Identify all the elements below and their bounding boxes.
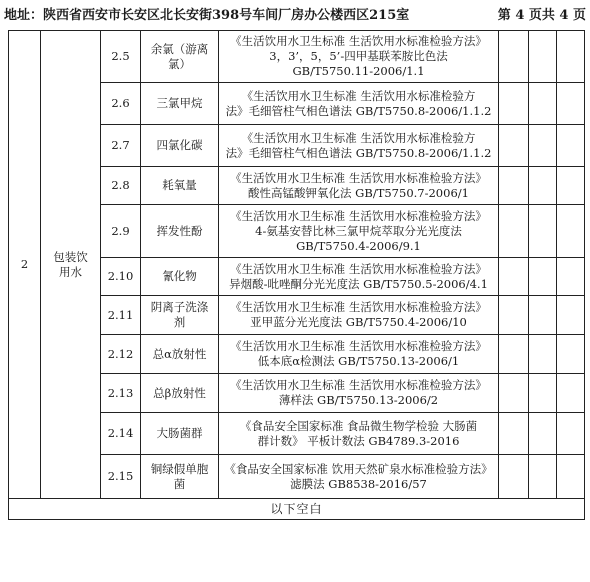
- test-method-cell: [219, 335, 499, 374]
- empty-cell: [557, 455, 585, 499]
- item-number-cell: 2.10: [101, 258, 141, 296]
- empty-cell: [529, 31, 557, 83]
- item-number-cell: 2.13: [101, 374, 141, 413]
- item-number-cell: 2.9: [101, 205, 141, 258]
- empty-cell: [499, 205, 529, 258]
- empty-cell: [557, 413, 585, 455]
- test-item-cell: 总β放射性: [141, 374, 219, 413]
- method-line: GB/T5750.4-2006/9.1: [296, 238, 421, 253]
- test-method-cell: [219, 413, 499, 455]
- method-line: 《食品安全国家标准 饮用天然矿泉水标准检验方法》: [224, 461, 493, 476]
- item-number-cell: 2.15: [101, 455, 141, 499]
- item-number-cell: 2.6: [101, 83, 141, 125]
- empty-cell: [529, 413, 557, 455]
- test-item-cell: 阴离子洗涤剂: [141, 296, 219, 335]
- test-item-cell: 三氯甲烷: [141, 83, 219, 125]
- page-header: [4, 6, 586, 26]
- category-cell: 包装饮用水: [41, 31, 101, 499]
- test-item-cell: 余氯（游离氯）: [141, 31, 219, 83]
- method-line: 《生活饮用水卫生标准 生活饮用水标准检验方法》: [230, 34, 487, 48]
- item-number-cell: 2.14: [101, 413, 141, 455]
- item-number-cell: 2.5: [101, 31, 141, 83]
- empty-cell: [557, 31, 585, 83]
- empty-cell: [557, 83, 585, 125]
- method-line: 异烟酸-吡唑酮分光光度法 GB/T5750.5-2006/4.1: [229, 276, 488, 291]
- method-line: 《生活饮用水卫生标准 生活饮用水标准检验方法》: [230, 300, 487, 314]
- empty-cell: [499, 31, 529, 83]
- footer-row: [9, 499, 585, 520]
- empty-cell: [499, 413, 529, 455]
- empty-cell: [499, 125, 529, 167]
- test-method-cell: [219, 31, 499, 83]
- test-item-cell: 氰化物: [141, 258, 219, 296]
- method-line: 3，3’，5，5’-四甲基联苯胺比色法: [269, 49, 448, 63]
- empty-cell: [529, 296, 557, 335]
- empty-cell: [557, 125, 585, 167]
- empty-cell: [499, 258, 529, 296]
- empty-cell: [529, 335, 557, 374]
- method-line: 《生活饮用水卫生标准 生活饮用水标准检验方法》: [230, 339, 487, 353]
- empty-cell: [529, 125, 557, 167]
- empty-cell: [557, 374, 585, 413]
- empty-cell: [529, 83, 557, 125]
- empty-cell: [557, 335, 585, 374]
- empty-cell: [499, 335, 529, 374]
- lab-address: 地址：陕西省西安市长安区北长安街398号车间厂房办公楼西区215室: [4, 8, 410, 23]
- method-line: 《生活饮用水卫生标准 生活饮用水标准检验方: [241, 130, 476, 145]
- footer-note: 以下空白: [9, 499, 585, 520]
- item-number-cell: 2.8: [101, 167, 141, 205]
- test-item-cell: 大肠菌群: [141, 413, 219, 455]
- test-method-cell: [219, 167, 499, 205]
- empty-cell: [499, 455, 529, 499]
- test-item-cell: 四氯化碳: [141, 125, 219, 167]
- empty-cell: [529, 167, 557, 205]
- method-line: 《生活饮用水卫生标准 生活饮用水标准检验方法》: [230, 170, 487, 185]
- test-items-table: [8, 30, 585, 520]
- empty-cell: [557, 205, 585, 258]
- test-method-cell: [219, 296, 499, 335]
- table-row: [9, 31, 585, 83]
- empty-cell: [499, 296, 529, 335]
- empty-cell: [499, 83, 529, 125]
- empty-cell: [499, 374, 529, 413]
- test-item-cell: 总α放射性: [141, 335, 219, 374]
- method-line: GB/T5750.11-2006/1.1: [292, 64, 425, 78]
- method-line: 《生活饮用水卫生标准 生活饮用水标准检验方: [241, 88, 476, 103]
- test-method-cell: [219, 205, 499, 258]
- item-number-cell: 2.12: [101, 335, 141, 374]
- method-line: 《生活饮用水卫生标准 生活饮用水标准检验方法》: [230, 378, 487, 392]
- method-line: 法》毛细管柱气相色谱法 GB/T5750.8-2006/1.1.2: [225, 103, 492, 118]
- empty-cell: [529, 374, 557, 413]
- method-line: 滤膜法 GB8538-2016/57: [290, 476, 427, 491]
- test-method-cell: [219, 374, 499, 413]
- test-method-cell: [219, 455, 499, 499]
- item-number-cell: 2.7: [101, 125, 141, 167]
- test-item-cell: 铜绿假单胞菌: [141, 455, 219, 499]
- empty-cell: [529, 205, 557, 258]
- method-line: 《生活饮用水卫生标准 生活饮用水标准检验方法》: [230, 208, 487, 223]
- test-method-cell: [219, 125, 499, 167]
- method-line: 《食品安全国家标准 食品微生物学检验 大肠菌: [239, 418, 478, 433]
- method-line: 法》毛细管柱气相色谱法 GB/T5750.8-2006/1.1.2: [225, 145, 492, 160]
- method-line: 薄样法 GB/T5750.13-2006/2: [278, 393, 439, 407]
- empty-cell: [557, 296, 585, 335]
- test-method-cell: [219, 83, 499, 125]
- page-number: 第 4 页共 4 页: [497, 8, 586, 23]
- empty-cell: [529, 455, 557, 499]
- item-number-cell: 2.11: [101, 296, 141, 335]
- method-line: 群计数》 平板计数法 GB4789.3-2016: [257, 433, 460, 448]
- method-line: 4-氨基安替比林三氯甲烷萃取分光光度法: [255, 223, 462, 238]
- test-method-cell: [219, 258, 499, 296]
- empty-cell: [529, 258, 557, 296]
- group-index-cell: 2: [9, 31, 41, 499]
- empty-cell: [499, 167, 529, 205]
- empty-cell: [557, 167, 585, 205]
- method-line: 酸性高锰酸钾氧化法 GB/T5750.7-2006/1: [248, 185, 469, 200]
- method-line: 亚甲蓝分光光度法 GB/T5750.4-2006/10: [250, 315, 467, 329]
- method-line: 低本底α检测法 GB/T5750.13-2006/1: [257, 354, 460, 368]
- test-item-cell: 耗氧量: [141, 167, 219, 205]
- test-item-cell: 挥发性酚: [141, 205, 219, 258]
- method-line: 《生活饮用水卫生标准 生活饮用水标准检验方法》: [230, 261, 487, 276]
- empty-cell: [557, 258, 585, 296]
